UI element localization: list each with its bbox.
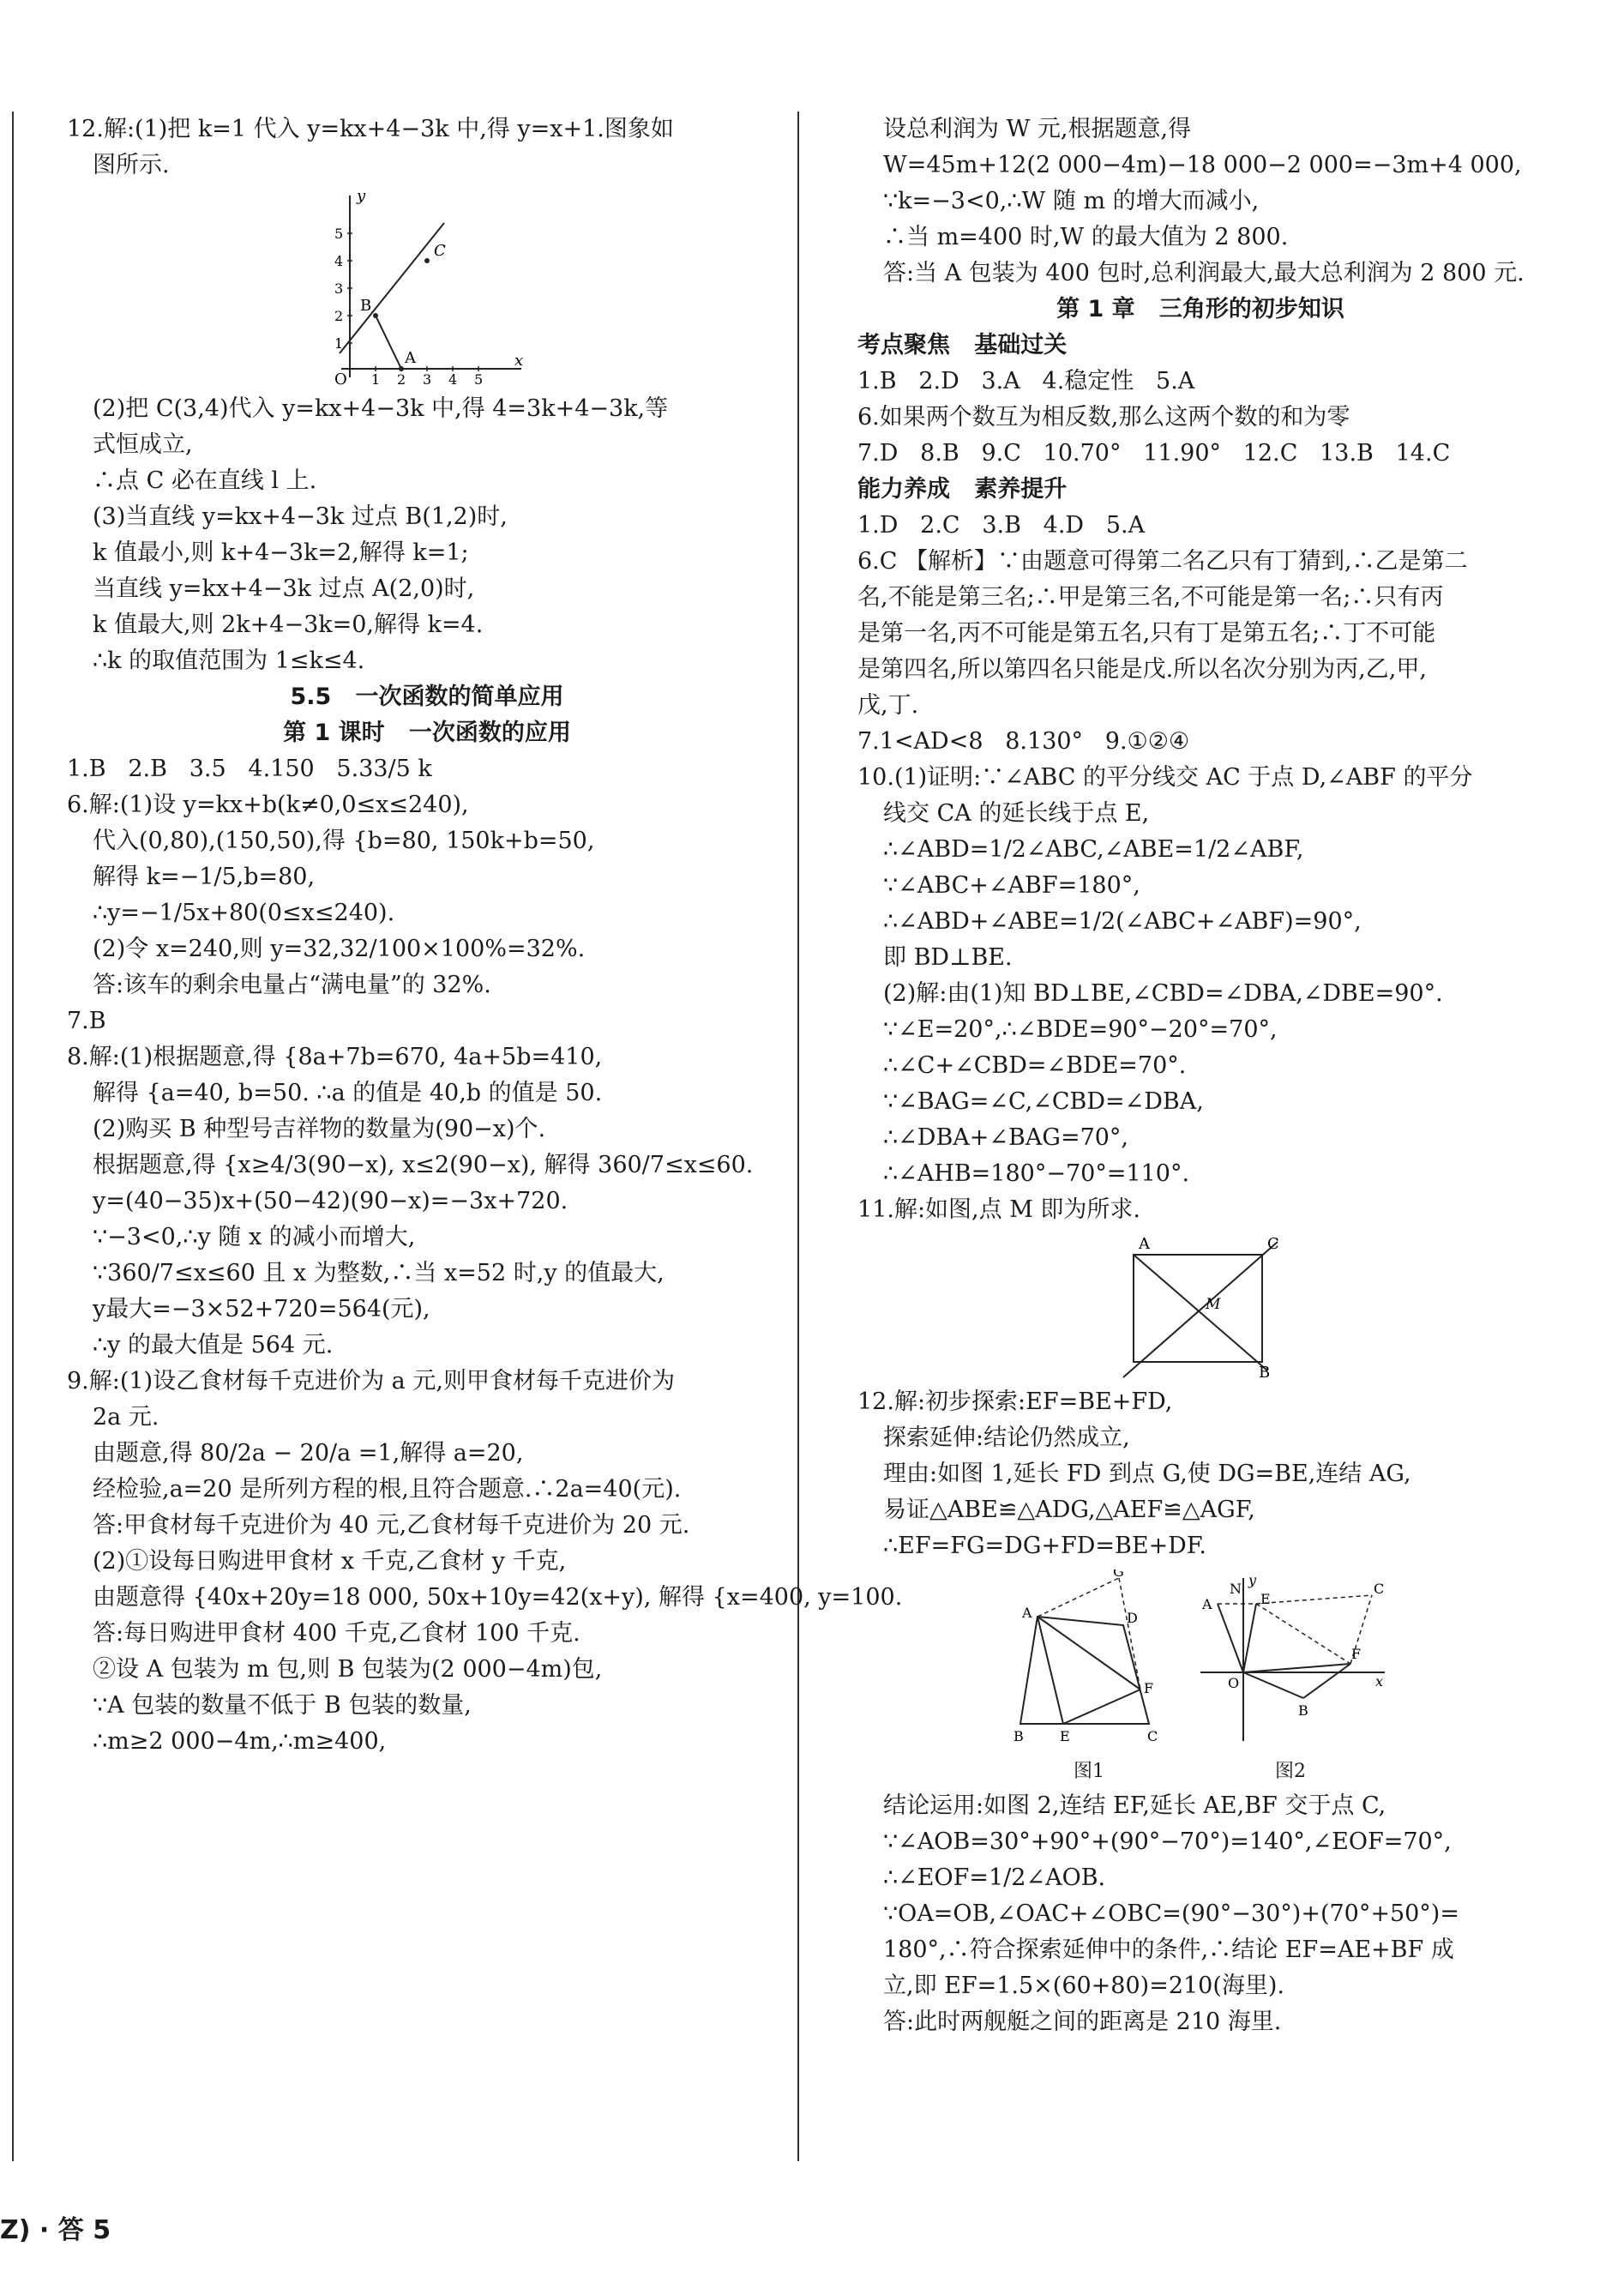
text-line: ②设 A 包装为 m 包,则 B 包装为(2 000−4m)包, [93,1656,603,1683]
text-line: 式恒成立, [93,431,193,458]
text-line: ∴∠EOF=1/2∠AOB. [883,1864,1106,1891]
text-line: 2a 元. [93,1404,159,1431]
text-line: y=(40−35)x+(50−42)(90−x)=−3x+720. [93,1188,568,1214]
axis-label: x [1375,1673,1384,1690]
point-label: N [1230,1581,1242,1597]
figure-caption: 图2 [1275,1761,1306,1782]
text-line: ∵−3<0,∴y 随 x 的减小而增大, [93,1224,416,1250]
graph-figure [324,189,530,386]
section-heading: 5.5 一次函数的简单应用 [290,684,564,710]
text-line: ∴k 的取值范围为 1≤k≤4. [93,648,365,674]
point-label: O [334,370,347,386]
answer-line: 7.B [67,1008,106,1034]
right-column [857,111,1543,2040]
text-line: 9.解:(1)设乙食材每千克进价为 a 元,则甲食材每千克进价为 [67,1368,675,1394]
axis-label: y [357,189,366,205]
text-line: 易证△ABE≌△ADG,△AEF≌△AGF, [883,1497,1255,1523]
text-line: (2)①设每日购进甲食材 x 千克,乙食材 y 千克, [93,1548,567,1575]
text-line: 答:每日购进甲食材 400 千克,乙食材 100 千克. [93,1620,580,1647]
point-label: D [1127,1610,1138,1626]
text-line: 10.(1)证明:∵∠ABC 的平分线交 AC 于点 D,∠ABF 的平分 [857,764,1473,791]
answer-line: 6.如果两个数互为相反数,那么这两个数的和为零 [857,404,1350,431]
lesson-heading: 第 1 课时 一次函数的应用 [283,720,571,746]
point-label: F [1351,1646,1362,1662]
text-line: 由题意,得 80/2a − 20/a =1,解得 a=20, [93,1440,524,1467]
answer-line: 1.B 2.B 3.5 4.150 5.33/5 k [67,756,432,782]
tick-label: 1 [371,371,381,386]
axis-label: y [1248,1572,1257,1588]
tick-label: 5 [474,371,484,386]
text-line: ∴y=−1/5x+80(0≤x≤240). [93,900,395,926]
text-line: ∴∠C+∠CBD=∠BDE=70°. [883,1052,1187,1079]
text-line: 根据题意,得 {x≥4/3(90−x), x≤2(90−x), 解得 360/7≤x≤60. [93,1152,754,1178]
text-line: 结论运用:如图 2,连结 EF,延长 AE,BF 交于点 C, [883,1792,1386,1819]
chapter-heading: 第 1 章 三角形的初步知识 [1056,296,1344,322]
text-line: ∴∠AHB=180°−70°=110°. [883,1160,1190,1187]
text-line: ∴EF=FG=DG+FD=BE+DF. [883,1533,1206,1559]
text-line: ∴∠DBA+∠BAG=70°, [883,1124,1129,1151]
tick-label: 4 [448,371,458,386]
text-line: k 值最大,则 2k+4−3k=0,解得 k=4. [93,611,484,638]
answer-line: 7.1<AD<8 8.130° 9.①②④ [857,728,1190,755]
point-label: E [1260,1591,1271,1607]
text-line: 答:当 A 包装为 400 包时,总利润最大,最大总利润为 2 800 元. [883,260,1525,286]
point-label: C [1267,1235,1279,1253]
text-line: 解得 k=−1/5,b=80, [93,864,316,890]
text-line: (3)当直线 y=kx+4−3k 过点 B(1,2)时, [93,503,508,530]
quadrilateral-figure [1012,1569,1166,1750]
text-line: 名,不能是第三名;∴甲是第三名,不可能是第一名;∴只有丙 [857,584,1444,611]
point-label: B [1298,1702,1308,1719]
text-line: ∴y 的最大值是 564 元. [93,1332,334,1358]
text-line: ∴当 m=400 时,W 的最大值为 2 800. [883,224,1289,250]
text-line: 戊,丁. [857,692,919,719]
text-line: (2)购买 B 种型号吉祥物的数量为(90−x)个. [93,1116,546,1142]
text-line: 11.解:如图,点 M 即为所求. [857,1196,1141,1223]
text-line: ∵OA=OB,∠OAC+∠OBC=(90°−30°)+(70°+50°)= [883,1900,1459,1927]
point-label: B [1259,1364,1271,1379]
text-line: 解得 {a=40, b=50. ∴a 的值是 40,b 的值是 50. [93,1080,603,1106]
text-line: 6.解:(1)设 y=kx+b(k≠0,0≤x≤240), [67,792,469,818]
point-label: A [405,349,416,367]
point-label: B [1013,1728,1024,1744]
column-divider [797,111,799,2161]
axis-label: x [514,352,524,370]
text-line: ∴点 C 必在直线 l 上. [93,467,317,494]
text-line: ∵∠E=20°,∴∠BDE=90°−20°=70°, [883,1016,1278,1043]
text-line: 是第一名,丙不可能是第五名,只有丁是第五名;∴丁不可能 [857,620,1436,647]
point-label: A [1022,1605,1032,1621]
figure-caption: 图1 [1074,1761,1104,1782]
subsection-heading: 考点聚焦 基础过关 [857,332,1068,358]
text-line: 线交 CA 的延长线于点 E, [883,800,1150,827]
tick-label: 5 [334,226,344,242]
page-footer: Z) · 答 5 [0,2215,111,2245]
tick-label: 2 [334,308,344,324]
point-label: E [1060,1728,1070,1744]
text-line: 经检验,a=20 是所列方程的根,且符合题意.∴2a=40(元). [93,1476,682,1503]
text-line: 12.解:(1)把 k=1 代入 y=kx+4−3k 中,得 y=x+1.图象如 [67,116,674,142]
tick-label: 4 [334,253,344,269]
text-line: ∵k=−3<0,∴W 随 m 的增大而减小, [883,188,1260,214]
text-line: 设总利润为 W 元,根据题意,得 [883,116,1192,142]
text-line: 当直线 y=kx+4−3k 过点 A(2,0)时, [93,575,475,602]
text-line: k 值最小,则 k+4−3k=2,解得 k=1; [93,539,469,566]
tick-label: 3 [334,280,344,297]
text-line: 6.C 【解析】∵由题意可得第二名乙只有丁猜到,∴乙是第二 [857,548,1468,575]
text-line: (2)令 x=240,则 y=32,32/100×100%=32%. [93,936,586,962]
figure-1 [1012,1569,1166,1783]
text-line: ∵∠BAG=∠C,∠CBD=∠DBA, [883,1088,1204,1115]
answer-line: 1.B 2.D 3.A 4.稳定性 5.A [857,368,1195,395]
text-line: W=45m+12(2 000−4m)−18 000−2 000=−3m+4 000, [883,152,1522,178]
point-label: A [1139,1235,1150,1253]
text-line: 8.解:(1)根据题意,得 {8a+7b=670, 4a+5b=410, [67,1044,603,1070]
tick-label: 2 [397,371,406,386]
text-line: (2)解:由(1)知 BD⊥BE,∠CBD=∠DBA,∠DBE=90°. [883,980,1443,1007]
text-line: ∴m≥2 000−4m,∴m≥400, [93,1728,387,1755]
text-line: ∵∠AOB=30°+90°+(90°−70°)=140°,∠EOF=70°, [883,1828,1452,1855]
text-line: ∴∠ABD=1/2∠ABC,∠ABE=1/2∠ABF, [883,836,1304,863]
text-line: 12.解:初步探索:EF=BE+FD, [857,1388,1173,1415]
coordinate-figure [1192,1569,1389,1750]
text-line: 即 BD⊥BE. [883,944,1013,971]
subsection-heading: 能力养成 素养提升 [857,476,1068,503]
text-line: ∵A 包装的数量不低于 B 包装的数量, [93,1692,472,1719]
point-label: M [1206,1296,1221,1313]
text-line: 代入(0,80),(150,50),得 {b=80, 150k+b=50, [93,828,595,854]
answer-line: 1.D 2.C 3.B 4.D 5.A [857,512,1146,539]
text-line: 由题意得 {40x+20y=18 000, 50x+10y=42(x+y), 解得 {x=400, y=100. [93,1584,903,1611]
point-label: C [1374,1581,1385,1597]
left-margin-rule [12,111,14,2161]
figure-2 [1192,1569,1389,1783]
text-line: 答:该车的剩余电量占“满电量”的 32%. [93,972,491,998]
text-line: 图所示. [93,152,170,178]
text-line: ∵360/7≤x≤60 且 x 为整数,∴当 x=52 时,y 的值最大, [93,1260,665,1286]
text-line: 答:此时两舰艇之间的距离是 210 海里. [883,2009,1282,2035]
text-line: ∵∠ABC+∠ABF=180°, [883,872,1140,899]
text-line: ∴∠ABD+∠ABE=1/2(∠ABC+∠ABF)=90°, [883,908,1362,935]
text-line: 是第四名,所以第四名只能是戊.所以名次分别为丙,乙,甲, [857,656,1427,683]
text-line: 理由:如图 1,延长 FD 到点 G,使 DG=BE,连结 AG, [883,1461,1411,1487]
text-line: 答:甲食材每千克进价为 40 元,乙食材每千克进价为 20 元. [93,1512,690,1539]
tick-label: 3 [423,371,432,386]
text-line: 立,即 EF=1.5×(60+80)=210(海里). [883,1973,1285,1999]
point-label: F [1144,1680,1154,1696]
text-line: 180°,∴符合探索延伸中的条件,∴结论 EF=AE+BF 成 [883,1937,1454,1963]
point-label: C [1147,1728,1158,1744]
answer-line: 7.D 8.B 9.C 10.70° 11.90° 12.C 13.B 14.C [857,440,1451,467]
point-label: B [360,297,372,315]
text-line: y最大=−3×52+720=564(元), [93,1296,430,1322]
figure-pair [857,1569,1543,1783]
point-label: O [1228,1675,1240,1691]
point-label: A [1202,1596,1212,1612]
rectangle-figure [1115,1233,1286,1379]
tick-label: 1 [334,335,344,352]
point-label: C [434,242,446,260]
text-line: 探索延伸:结论仍然成立, [883,1425,1130,1451]
point-label: G [1113,1569,1124,1580]
text-line: (2)把 C(3,4)代入 y=kx+4−3k 中,得 4=3k+4−3k,等 [93,395,669,422]
